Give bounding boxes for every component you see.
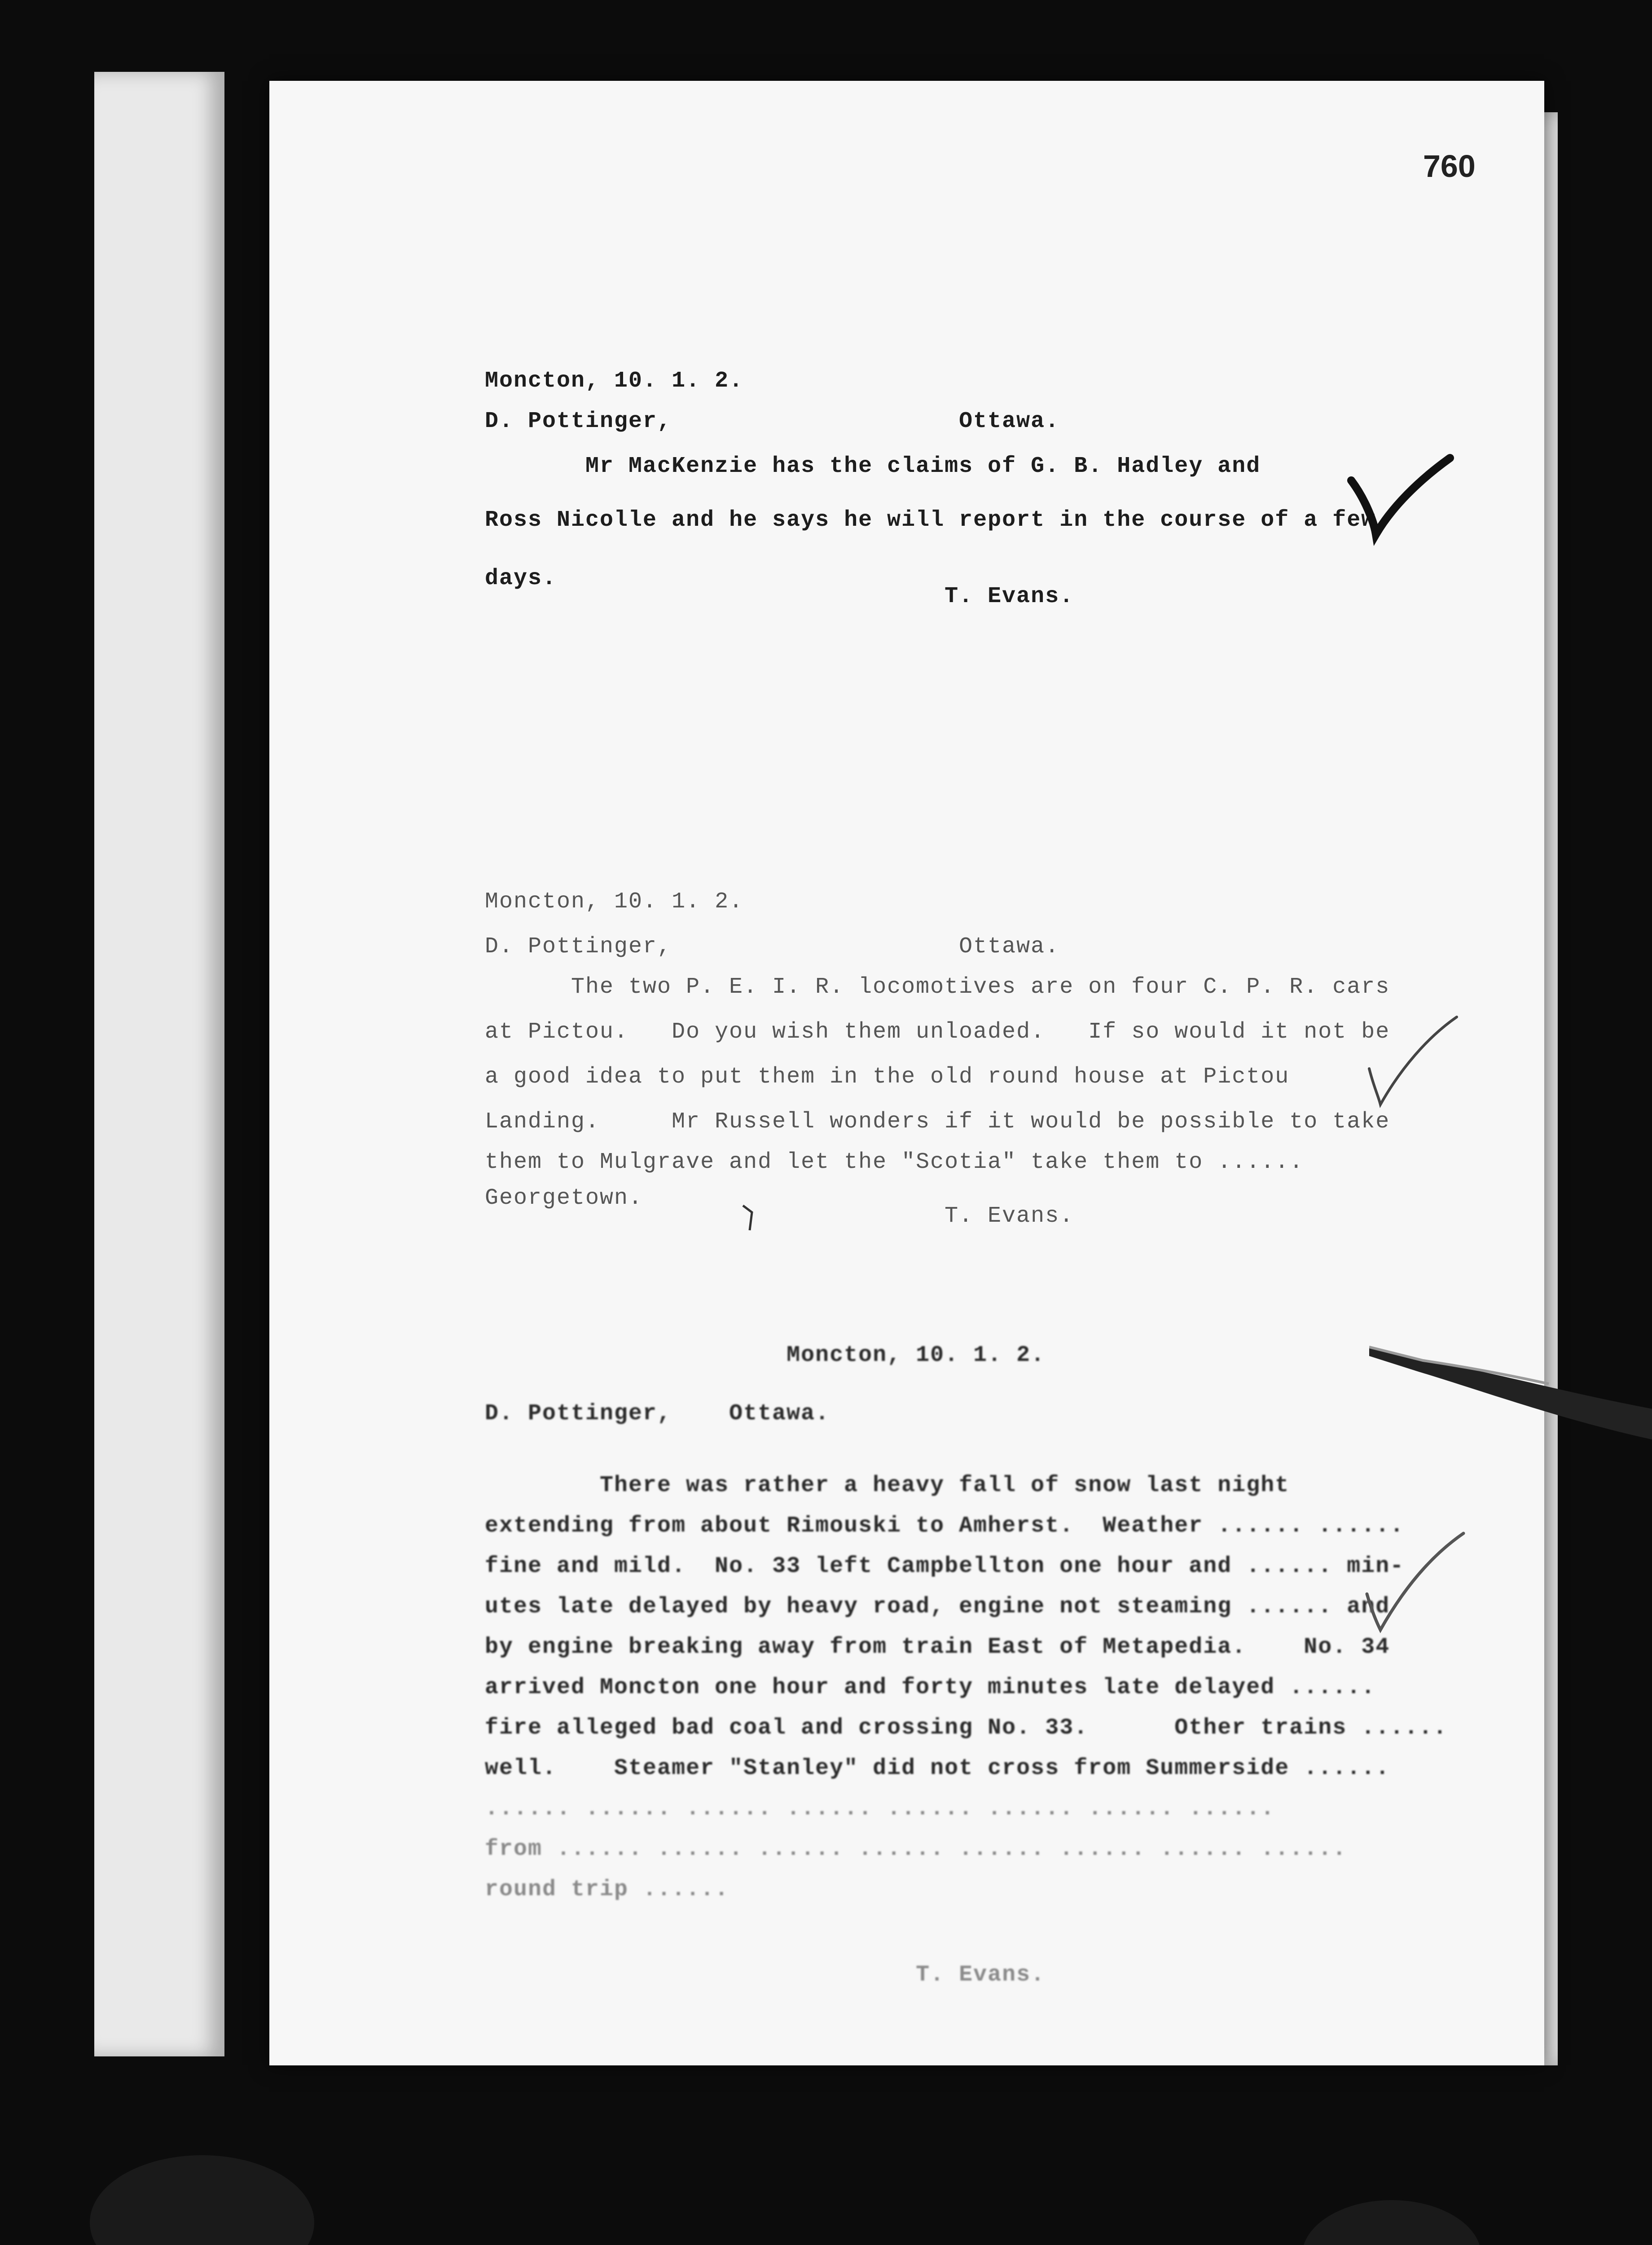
telegram-line: D. Pottinger, Ottawa. <box>485 409 1060 434</box>
telegram-line: T. Evans. <box>485 584 1074 609</box>
underlying-page-left <box>94 72 224 2056</box>
telegram-line: arrived Moncton one hour and forty minutes late delayed ...... <box>485 1675 1376 1700</box>
telegram-line: Georgetown. <box>485 1185 643 1211</box>
checkmark-icon <box>1360 1010 1463 1114</box>
telegram-line: The two P. E. I. R. locomotives are on four C. P. R. cars <box>485 974 1390 1000</box>
telegram-line: a good idea to put them in the old round house at Pictou <box>485 1064 1290 1090</box>
telegram-line: them to Mulgrave and let the "Scotia" take them to ...... <box>485 1149 1304 1175</box>
telegram-line: from ...... ...... ...... ...... ...... ...... ...... ...... <box>485 1836 1347 1862</box>
telegram-line: There was rather a heavy fall of snow last night <box>485 1473 1290 1498</box>
telegram-line: round trip ...... <box>485 1877 729 1902</box>
telegram-line: T. Evans. <box>485 1962 1046 1988</box>
telegram-line: D. Pottinger, Ottawa. <box>485 934 1060 960</box>
telegram-line: days. <box>485 566 557 591</box>
telegram-line: well. Steamer "Stanley" did not cross from Summerside ...... <box>485 1756 1390 1781</box>
telegram-line: extending from about Rimouski to Amherst. Weather ...... ...... <box>485 1513 1405 1539</box>
telegram-line: at Pictou. Do you wish them unloaded. If so would it not be <box>485 1019 1390 1045</box>
background-smudge <box>90 2155 314 2245</box>
telegram-line: ...... ...... ...... ...... ...... ...... ...... ...... <box>485 1796 1275 1822</box>
telegram-line: Moncton, 10. 1. 2. <box>485 889 744 915</box>
telegram-line: Mr MacKenzie has the claims of G. B. Hadley and <box>485 453 1261 479</box>
background-smudge <box>1302 2200 1481 2245</box>
telegram-line: T. Evans. <box>485 1203 1074 1229</box>
telegram-line: utes late delayed by heavy road, engine not steaming ...... and <box>485 1594 1390 1620</box>
telegram-line: Moncton, 10. 1. 2. <box>485 1343 1046 1368</box>
telegram-line: Ross Nicolle and he says he will report in the course of a few <box>485 507 1376 533</box>
page-number: 760 <box>1423 149 1476 184</box>
telegram-line: by engine breaking away from train East of Metapedia. No. 34 <box>485 1634 1390 1660</box>
telegram-line: fine and mild. No. 33 left Campbellton one hour and ...... min- <box>485 1554 1405 1579</box>
telegram-line: D. Pottinger, Ottawa. <box>485 1401 830 1426</box>
checkmark-icon <box>1342 449 1459 548</box>
stray-mark-icon <box>741 1203 759 1235</box>
telegram-line: fire alleged bad coal and crossing No. 33. Other trains ...... <box>485 1715 1448 1741</box>
telegram-line: Moncton, 10. 1. 2. <box>485 368 744 394</box>
pen-icon <box>1369 1343 1652 1446</box>
telegram-line: Landing. Mr Russell wonders if it would be possible to take <box>485 1109 1390 1135</box>
checkmark-icon <box>1356 1527 1472 1639</box>
